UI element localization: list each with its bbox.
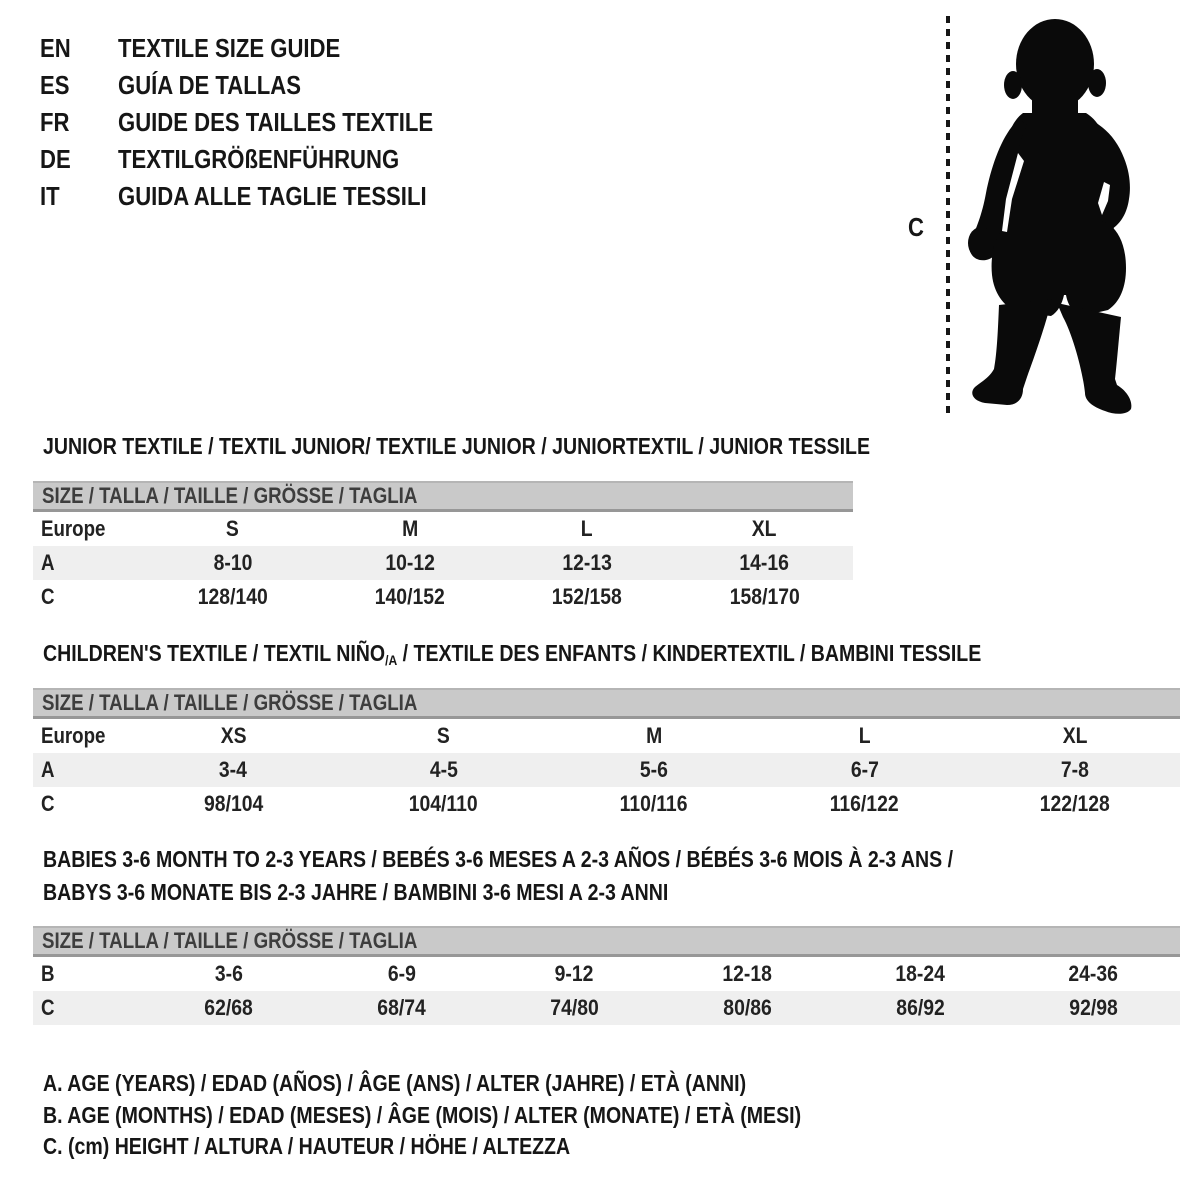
- height-measure-dashed-line: [946, 16, 950, 418]
- table-row-age-months: [33, 957, 1180, 991]
- language-row-fr: [40, 104, 489, 141]
- size-column-header: M: [645, 723, 663, 748]
- table-cell: 104/110: [409, 791, 479, 816]
- toddler-silhouette-icon: [960, 16, 1184, 420]
- table-cell: 24-36: [1068, 961, 1119, 986]
- section-title-babies-line1: BABIES 3-6 MONTH TO 2-3 YEARS / BEBÉS 3-6 MESES A 2-3 AÑOS / BÉBÉS 3-6 MOIS À 2-3 ANS /: [43, 846, 954, 872]
- size-column-header: L: [581, 516, 594, 541]
- language-row-de: [40, 141, 489, 178]
- table-cell: 110/116: [620, 791, 688, 816]
- table-header-row: [33, 512, 853, 546]
- language-row-es: [40, 67, 489, 104]
- language-code: DE: [40, 144, 71, 174]
- table-cell: 140/152: [374, 584, 445, 609]
- region-header-cell: Europe: [41, 723, 106, 748]
- row-label: C: [41, 791, 55, 816]
- size-column-header: XL: [1062, 723, 1088, 748]
- children-size-table: [33, 719, 1180, 821]
- table-cell: 98/104: [203, 791, 263, 816]
- title-subscript: /A: [385, 652, 398, 669]
- table-cell: 80/86: [723, 995, 772, 1020]
- legend-line-height-cm: C. (cm) HEIGHT / ALTURA / HAUTEUR / HÖHE / ALTEZZA: [43, 1133, 571, 1159]
- table-row-height-cm: [33, 787, 1180, 821]
- guide-title-de: TEXTILGRÖßENFÜHRUNG: [118, 144, 400, 174]
- table-cell: 8-10: [213, 550, 252, 575]
- guide-title-en: TEXTILE SIZE GUIDE: [118, 33, 341, 63]
- row-label: B: [41, 961, 55, 986]
- language-code: EN: [40, 33, 71, 63]
- row-label: C: [41, 995, 55, 1020]
- table-cell: 152/158: [552, 584, 623, 609]
- table-cell: 14-16: [739, 550, 790, 575]
- language-code: FR: [40, 107, 70, 137]
- size-column-header: S: [437, 723, 451, 748]
- table-row-height-cm: [33, 991, 1180, 1025]
- size-column-header: XL: [752, 516, 777, 541]
- table-cell: 158/170: [729, 584, 800, 609]
- language-row-en: [40, 30, 489, 67]
- section-title-babies-line2: BABYS 3-6 MONATE BIS 2-3 JAHRE / BAMBINI 3-6 MESI A 2-3 ANNI: [43, 879, 669, 905]
- table-row-age-years: [33, 546, 853, 580]
- guide-title-it: GUIDA ALLE TAGLIE TESSILI: [118, 181, 427, 211]
- row-label: A: [41, 757, 55, 782]
- title-part: / TEXTILE DES ENFANTS / KINDERTEXTIL / BAMBINI TESSILE: [397, 640, 982, 666]
- size-column-header: L: [858, 723, 871, 748]
- table-cell: 4-5: [429, 757, 458, 782]
- language-code: IT: [40, 181, 60, 211]
- table-header-row: [33, 719, 1180, 753]
- guide-title-es: GUÍA DE TALLAS: [118, 70, 301, 100]
- language-row-it: [40, 178, 489, 215]
- legend-line-age-months: B. AGE (MONTHS) / EDAD (MESES) / ÂGE (MOIS) / ALTER (MONATE) / ETÀ (MESI): [43, 1102, 802, 1128]
- babies-size-table: [33, 957, 1180, 1025]
- language-code: ES: [40, 70, 70, 100]
- table-row-age-years: [33, 753, 1180, 787]
- table-cell: 10-12: [385, 550, 435, 575]
- table-cell: 62/68: [204, 995, 253, 1020]
- table-cell: 7-8: [1060, 757, 1089, 782]
- table-cell: 6-9: [387, 961, 416, 986]
- table-row-height-cm: [33, 580, 853, 614]
- size-header-bar-babies: SIZE / TALLA / TAILLE / GRÖSSE / TAGLIA: [33, 926, 1180, 957]
- guide-title-fr: GUIDE DES TAILLES TEXTILE: [118, 107, 434, 137]
- table-cell: 74/80: [550, 995, 599, 1020]
- table-cell: 86/92: [896, 995, 945, 1020]
- table-cell: 12-13: [562, 550, 612, 575]
- row-label: A: [41, 550, 55, 575]
- table-cell: 18-24: [895, 961, 946, 986]
- table-cell: 116/122: [829, 791, 899, 816]
- table-cell: 6-7: [850, 757, 879, 782]
- size-column-header: M: [401, 516, 418, 541]
- row-label: C: [41, 584, 55, 609]
- table-cell: 5-6: [640, 757, 668, 782]
- size-header-bar-children: SIZE / TALLA / TAILLE / GRÖSSE / TAGLIA: [33, 688, 1180, 719]
- junior-size-table: [33, 512, 853, 614]
- table-cell: 12-18: [722, 961, 773, 986]
- table-cell: 9-12: [555, 961, 594, 986]
- height-measure-label: C: [908, 212, 924, 242]
- table-cell: 128/140: [197, 584, 268, 609]
- section-title-junior: JUNIOR TEXTILE / TEXTIL JUNIOR/ TEXTILE JUNIOR / JUNIORTEXTIL / JUNIOR TESSILE: [43, 433, 871, 459]
- table-cell: 3-6: [214, 961, 243, 986]
- title-language-list: [40, 30, 489, 215]
- legend-line-age-years: A. AGE (YEARS) / EDAD (AÑOS) / ÂGE (ANS) / ALTER (JAHRE) / ETÀ (ANNI): [43, 1070, 747, 1096]
- table-cell: 122/128: [1039, 791, 1110, 816]
- title-part: CHILDREN'S TEXTILE / TEXTIL NIÑO: [43, 640, 386, 666]
- region-header-cell: Europe: [41, 516, 106, 541]
- table-cell: 3-4: [219, 757, 248, 782]
- table-cell: 68/74: [377, 995, 426, 1020]
- size-header-bar-junior: SIZE / TALLA / TAILLE / GRÖSSE / TAGLIA: [33, 481, 853, 512]
- section-title-children: [43, 640, 1147, 669]
- table-cell: 92/98: [1069, 995, 1118, 1020]
- size-column-header: S: [226, 516, 240, 541]
- size-column-header: XS: [220, 723, 247, 748]
